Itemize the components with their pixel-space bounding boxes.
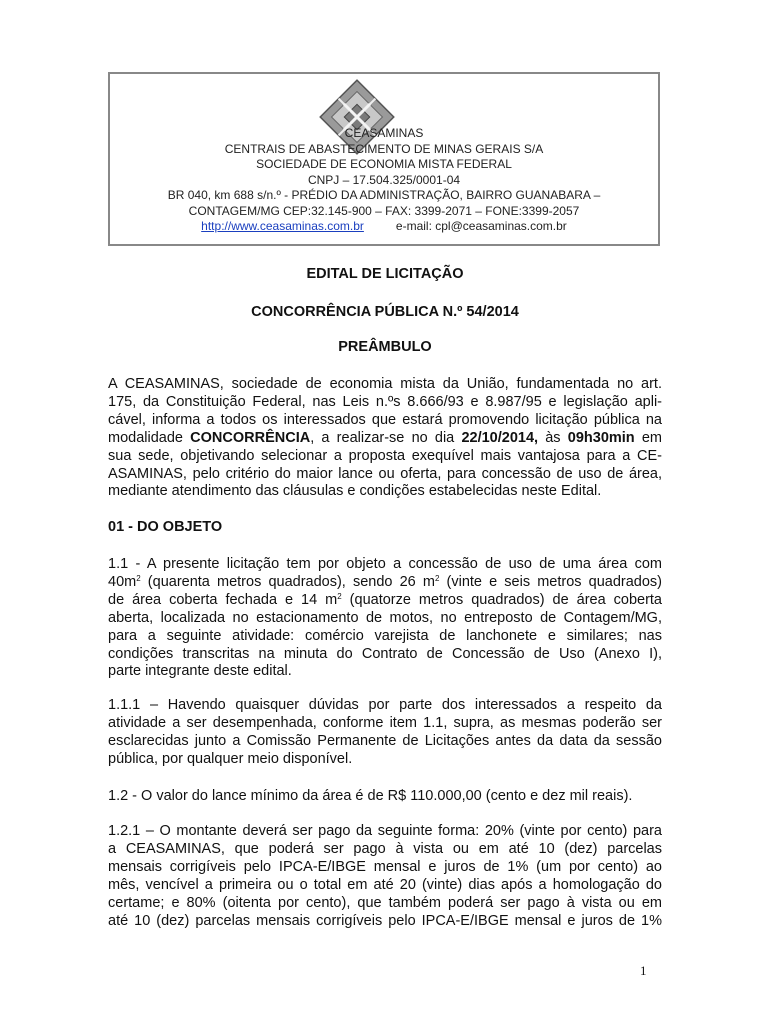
text-line: aberta, localizada no estacionamento de motos, no entreposto de Contagem/MG, xyxy=(108,609,662,626)
text-line: parte integrante deste edital. xyxy=(108,663,292,680)
paragraph-1-1 xyxy=(108,556,662,681)
text-line: condições transcritas na minuta do Contrato de Concessão de Uso (Anexo I), xyxy=(108,645,662,662)
text-line: ASAMINAS, pelo critério do maior lance ou oferta, para concessão de uso de área, xyxy=(108,465,662,482)
email-text: e-mail: cpl@ceasaminas.com.br xyxy=(395,219,567,233)
preambulo-title: PREÂMBULO xyxy=(338,339,432,355)
address-line-2: CONTAGEM/MG CEP:32.145-900 – FAX: 3399-2071 – FONE:3399-2057 xyxy=(188,203,580,218)
website-link[interactable]: http://www.ceasaminas.com.br xyxy=(201,219,364,233)
text-line: para a seguinte atividade: comércio varejista de lanchonete e similares; nas xyxy=(108,627,662,644)
text-line: cável, informa a todos os interessados que estará promovendo licitação pública na xyxy=(108,411,662,428)
text-line: $40m^2$ (quarenta metros quadrados), sendo 26 $m^2$ (vinte e seis metros quadrados) xyxy=(108,573,663,590)
text-line: a CEASAMINAS, que poderá ser pago à vista ou em até 10 (dez) parcelas xyxy=(108,840,662,857)
letterhead-text xyxy=(110,126,658,235)
text-line: modalidade CONCORRÊNCIA, a realizar-se no dia 22/10/2014, às 09h30min em xyxy=(108,429,663,446)
concorrencia-title: CONCORRÊNCIA PÚBLICA N.º 54/2014 xyxy=(251,304,519,320)
company-type: SOCIEDADE DE ECONOMIA MISTA FEDERAL xyxy=(256,157,512,171)
text-line: 1.1 - A presente licitação tem por objeto a concessão de uso de uma área com xyxy=(108,556,662,572)
text-line: 1.1.1 – Havendo quaisquer dúvidas por parte dos interessados a respeito da xyxy=(108,697,662,713)
org-full-name: CENTRAIS DE ABASTECIMENTO DE MINAS GERAIS S/A xyxy=(224,141,544,156)
paragraph-1-2 xyxy=(108,788,662,806)
preamble-paragraph xyxy=(108,376,662,501)
org-name: CEASAMINAS xyxy=(344,126,424,140)
text-line: sua sede, objetivando selecionar a proposta exequível mais vantajosa para a CE- xyxy=(108,447,662,464)
section-heading-objeto: 01 - DO OBJETO xyxy=(108,519,223,535)
text-line: certame; e 80% (oitenta por cento), que também poderá ser pago à vista ou em xyxy=(108,894,662,911)
text-line: 175, da Constituição Federal, nas Leis n.ºs 8.666/93 e 8.987/95 e legislação apli- xyxy=(108,393,662,410)
text-line: mês, vencível a primeira ou o total em até 20 (vinte) dias após a homologação do xyxy=(108,876,662,893)
document-title: EDITAL DE LICITAÇÃO xyxy=(306,266,464,282)
text-line: atividade a ser desempenhada, conforme item 1.1, supra, as mesmas poderão ser xyxy=(108,714,662,731)
text-line: mensais corrigíveis pelo IPCA-E/IBGE mensal e juros de 1% (um por cento) ao xyxy=(108,858,662,875)
text-line: esclarecidas junto a Comissão Permanente de Licitações antes da data da sessão xyxy=(108,732,662,749)
cnpj: CNPJ – 17.504.325/0001-04 xyxy=(307,172,461,187)
text-line: pública, por qualquer meio disponível. xyxy=(108,750,353,767)
text-line: até 10 (dez) parcelas mensais corrigíveis pelo IPCA-E/IBGE mensal e juros de 1% xyxy=(108,912,662,929)
contact-line xyxy=(110,219,658,235)
text-line: 1.2 - O valor do lance mínimo da área é de R$ 110.000,00 (cento e dez mil reais). xyxy=(108,788,633,804)
letterhead-box xyxy=(108,72,660,246)
text-line: 1.2.1 – O montante deverá ser pago da seguinte forma: 20% (vinte por cento) para xyxy=(108,823,662,839)
text-line: A CEASAMINAS, sociedade de economia mista da União, fundamentada no art. xyxy=(108,376,662,392)
paragraph-1-1-1 xyxy=(108,697,662,769)
page-number: 1 xyxy=(640,963,647,978)
text-line: de área coberta fechada e 14 $m^2$ (quatorze metros quadrados) de área coberta xyxy=(108,591,662,608)
text-line: mediante atendimento das cláusulas e condições estabelecidas neste Edital. xyxy=(108,483,602,500)
address-line-1: BR 040, km 688 s/n.º - PRÉDIO DA ADMINISTRAÇÃO, BAIRRO GUANABARA – xyxy=(167,188,601,202)
paragraph-1-2-1 xyxy=(108,823,662,930)
